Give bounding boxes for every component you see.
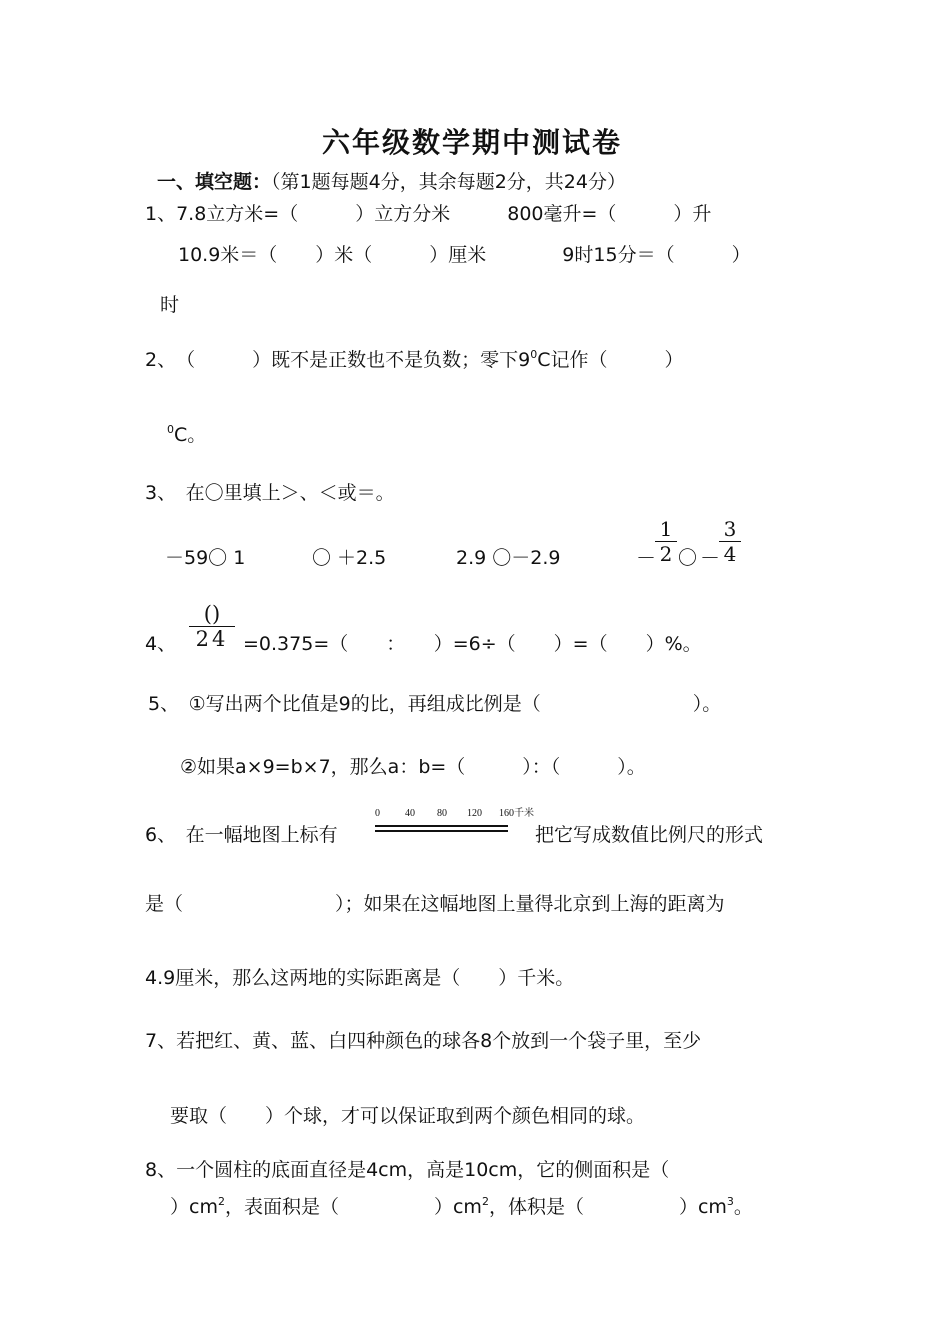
page-title: 六年级数学期中测试卷 (322, 126, 623, 159)
q7-line1: 7、若把红、黄、蓝、白四种颜色的球各8个放到一个袋子里，至少 (145, 1030, 702, 1052)
q6-line3: 4.9厘米，那么这两地的实际距离是（ ）千米。 (145, 967, 575, 989)
q2-degree-sup-2: 0 (167, 423, 174, 436)
section-1-heading: 一、填空题： (157, 171, 272, 193)
map-scale-bar (375, 809, 535, 839)
q2-text-c: C。 (174, 424, 207, 446)
q2-degree-sup: 0 (530, 348, 538, 361)
q7-line2: 要取（ ）个球，才可以保证取到两个颜色相同的球。 (170, 1105, 646, 1127)
q2-line2 (167, 418, 206, 447)
q6-suffix: 把它写成数值比例尺的形式 (535, 824, 764, 846)
q2-text-a: 2、 （ ）既不是正数也不是负数；零下9 (145, 349, 531, 371)
q4-fraction (189, 603, 235, 650)
scale-line-top (375, 825, 508, 827)
q8-sup-b: 2 (481, 1195, 489, 1208)
q3-compare-circle: 〇 (678, 547, 698, 569)
q5-line2: ②如果a×9=b×7，那么a：b=（ ）：（ ）。 (180, 756, 646, 778)
q4-rest: =0.375=（ ： ）=6÷（ ）=（ ）%。 (243, 633, 702, 655)
q8-line2 (170, 1190, 753, 1219)
q3-fraction-2-den: 4 (723, 542, 737, 566)
section-1-note: （第1题每题4分，其余每题2分，共24分） (271, 171, 626, 193)
scale-label-0: 0 (375, 808, 380, 819)
q8-sup-c: 3 (726, 1195, 734, 1208)
q3-fraction-2 (719, 518, 741, 565)
scale-line-bottom (375, 830, 508, 832)
q4-label: 4、 (145, 633, 177, 655)
q8-text-d: 。 (733, 1196, 753, 1218)
q8-line1: 8、一个圆柱的底面直径是4cm，高是10cm，它的侧面积是（ (145, 1159, 670, 1181)
q4-fraction-num: () (203, 602, 221, 626)
q1-line2: 10.9米＝（ ）米（ ）厘米 9时15分＝（ ） (178, 244, 751, 266)
q8-text-c: ，体积是（ ）cm (488, 1196, 727, 1218)
q3-minus-1: － (636, 546, 656, 570)
q8-text-a: ）cm (170, 1196, 218, 1218)
q1-line3: 时 (160, 294, 180, 316)
scale-label-80: 80 (437, 808, 447, 819)
q6-line2: 是（ ）；如果在这幅地图上量得北京到上海的距离为 (145, 893, 725, 915)
section-1-header (157, 170, 626, 194)
q8-text-b: ，表面积是（ ）cm (224, 1196, 482, 1218)
q2-text-b: C记作（ ） (537, 349, 684, 371)
scale-label-40: 40 (405, 808, 415, 819)
q3-fraction-1-num: 1 (659, 517, 673, 541)
q2-line1 (145, 343, 683, 372)
q1-line1: 1、7.8立方米=（ ）立方分米 800毫升=（ ）升 (145, 203, 712, 225)
scale-label-120: 120 (467, 808, 482, 819)
q3-item-2: 〇 ＋2.5 (312, 547, 387, 569)
q3-fraction-2-num: 3 (723, 517, 737, 541)
scale-label-160: 160千米 (499, 808, 534, 819)
q6-prefix: 6、 在一幅地图上标有 (145, 824, 338, 846)
q5-line1: 5、 ①写出两个比值是9的比，再组成比例是（ ）。 (148, 693, 722, 715)
q3-fraction-1-den: 2 (659, 542, 673, 566)
q3-item-3: 2.9 〇－2.9 (456, 547, 561, 569)
q3-intro: 3、 在〇里填上＞、＜或＝。 (145, 482, 395, 504)
q3-item-1: －59〇 1 (165, 547, 246, 569)
q8-sup-a: 2 (217, 1195, 225, 1208)
q3-minus-2: － (700, 546, 720, 570)
q3-fraction-1 (655, 518, 677, 565)
q4-fraction-den: 24 (195, 627, 229, 651)
